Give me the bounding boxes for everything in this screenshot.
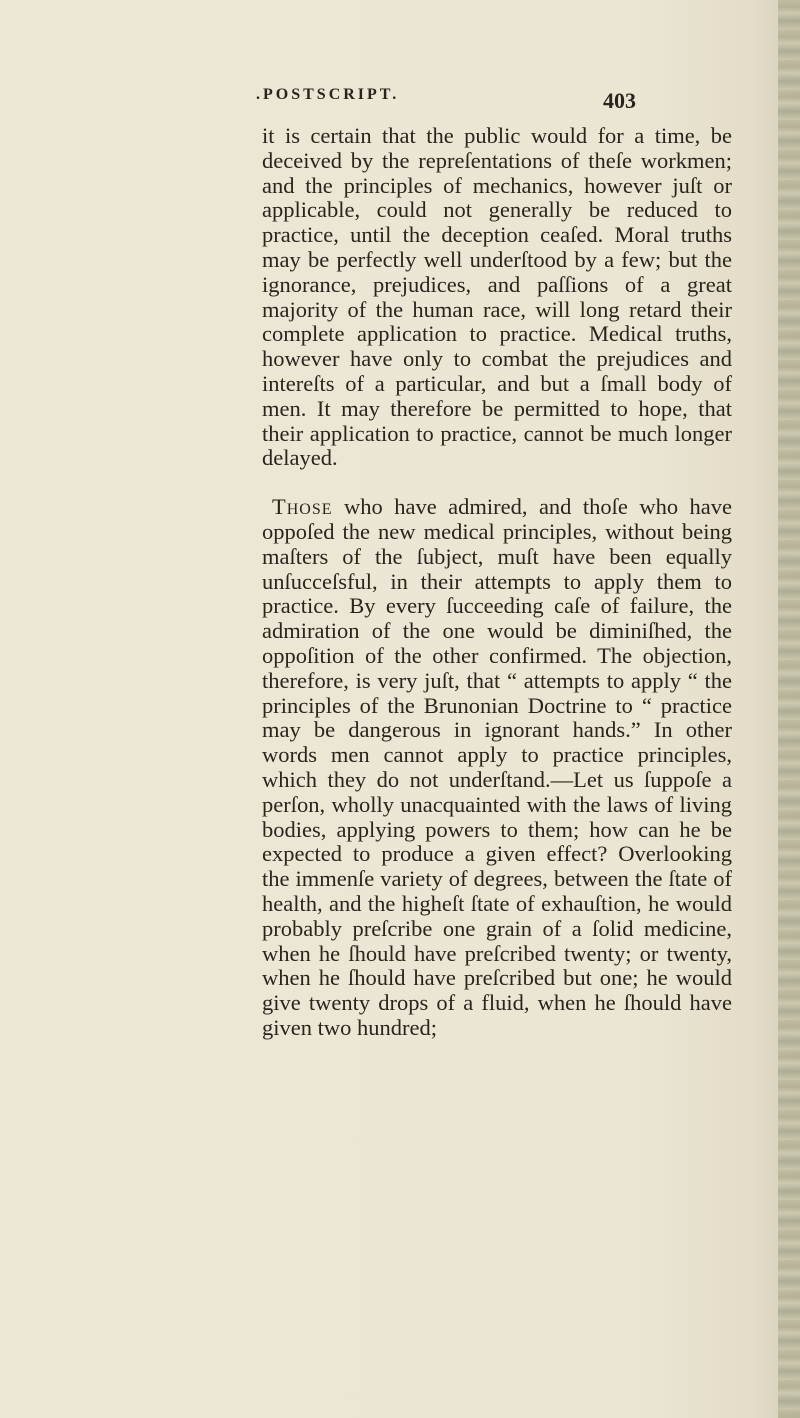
paragraph-lead-word: Those (272, 494, 333, 520)
body-text (262, 124, 732, 1041)
page-edge-shadow (778, 0, 800, 1418)
paragraph-2 (262, 495, 732, 1041)
paragraph-1: it is certain that the public would for a time, be deceived by the repreſentations of theſe workmen; and the principles of mechanics, however juſt or applicable, could not generally be reduced to practice, until the deception ceaſed. Moral truths may be perfectly well underſtood by a few; but the ignorance, prejudices, and paſſions of a great majority of the human race, will long retard their complete application to practice. Medical truths, however have only to combat the prejudices and intereſts of a particular, and but a ſmall body of men. It may therefore be permitted to hope, that their application to practice, cannot be much longer delayed. (262, 123, 732, 471)
page-header (256, 86, 636, 118)
running-head: .POSTSCRIPT. (256, 86, 400, 103)
page-number: 403 (603, 88, 636, 113)
paragraph-2-text: who have admired, and thoſe who have oppoſed the new medical principles, without being maſters of the ſubject, muſt have been equally unſucceſsful, in their attempts to apply them to practice. By every ſucceeding caſe of failure, the admiration of the one would be diminiſhed, the oppoſition of the other confirmed. The objection, therefore, is very juſt, that “ attempts to apply “ the principles of the Brunonian Doctrine to “ practice may be dangerous in ignorant hands.” In other words men cannot apply to practice principles, which they do not underſtand.—Let us ſuppoſe a perſon, wholly unacquainted with the laws of living bodies, applying powers to them; how can he be expected to produce a given effect? Overlooking the immenſe variety of degrees, between the ſtate of health, and the higheſt ſtate of exhauſtion, he would probably preſcribe one grain of a ſolid medicine, when he ſhould have preſcribed twenty; or twenty, when he ſhould have preſcribed but one; he would give twenty drops of a fluid, when he ſhould have given two hundred; (262, 494, 733, 1040)
